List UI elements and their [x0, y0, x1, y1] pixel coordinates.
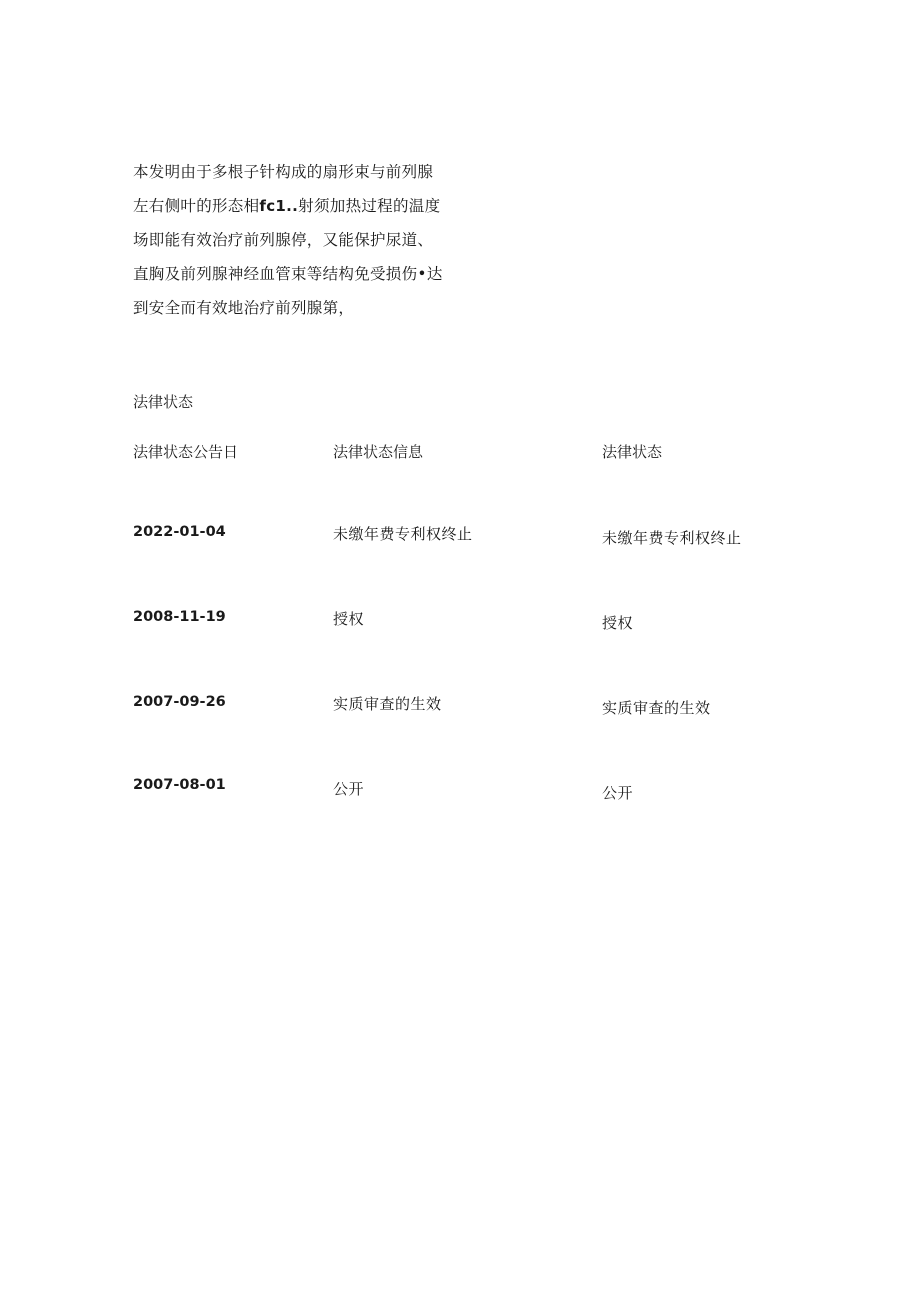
row-date: 2007-08-01	[133, 777, 226, 793]
row-date: 2008-11-19	[133, 609, 226, 625]
header-status-info: 法律状态信息	[333, 443, 424, 461]
abstract-line-text: 射须加热过程的温度	[298, 197, 441, 215]
row-status: 实质审查的生效	[602, 699, 711, 717]
abstract-bold-fragment: fc1..	[259, 197, 299, 215]
row-status: 未缴年费专利权终止	[602, 529, 742, 547]
legal-status-title: 法律状态	[133, 393, 194, 411]
row-date: 2007-09-26	[133, 694, 226, 710]
row-info: 未缴年费专利权终止	[333, 525, 473, 543]
row-info: 公开	[333, 780, 365, 798]
header-status: 法律状态	[602, 443, 663, 461]
abstract-line: 到安全而有效地治疗前列腺第，	[133, 299, 355, 317]
abstract-paragraph	[133, 155, 453, 325]
row-status: 授权	[602, 614, 634, 632]
abstract-line-text: 左右侧叶的形态相	[133, 197, 260, 215]
header-announcement-date: 法律状态公告日	[133, 443, 239, 461]
row-date: 2022-01-04	[133, 524, 226, 540]
row-status: 公开	[602, 784, 634, 802]
abstract-line	[133, 189, 453, 223]
abstract-line: 直胸及前列腺神经血管束等结构免受损伤•达	[133, 265, 443, 283]
row-info: 实质审查的生效	[333, 695, 442, 713]
row-info: 授权	[333, 610, 365, 628]
abstract-line: 本发明由于多根子针构成的扇形束与前列腺	[133, 163, 434, 181]
abstract-line: 场即能有效治疗前列腺停，又能保护尿道、	[133, 231, 434, 249]
